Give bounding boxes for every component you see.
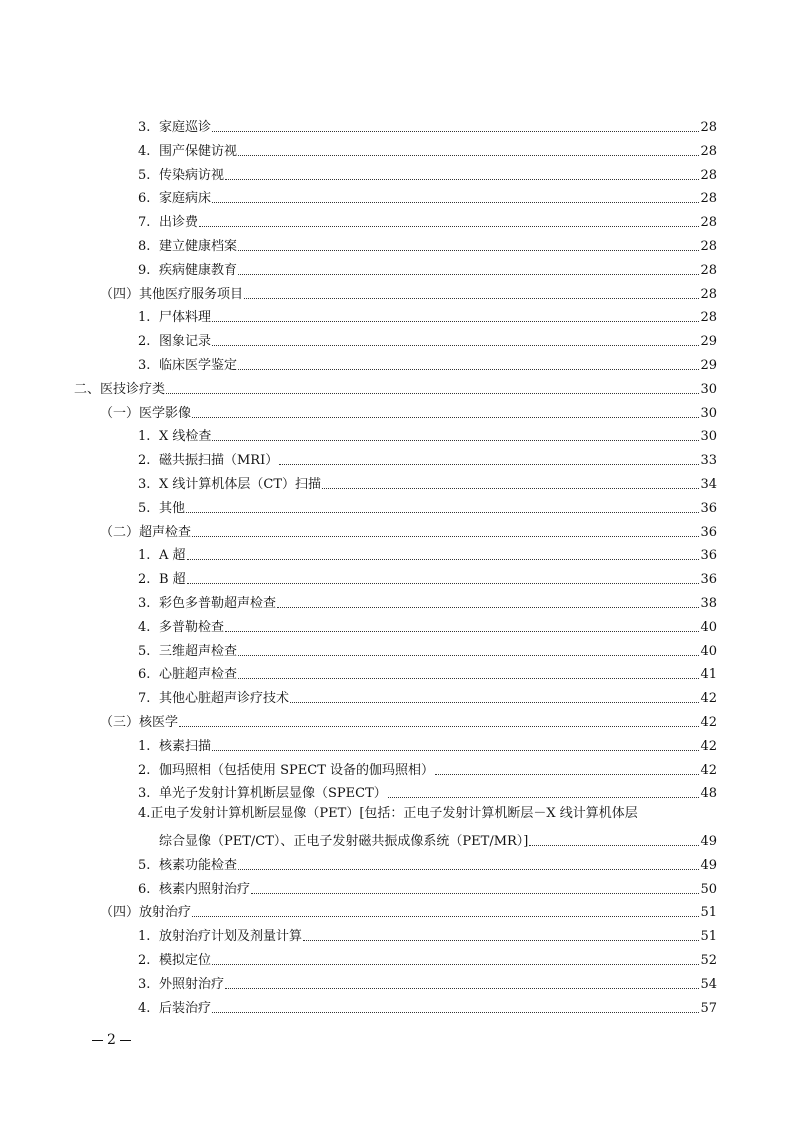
dot-leader [238,155,699,156]
toc-entry[interactable]: 2. 模拟定位 52 [138,953,717,968]
toc-entry-title: 其他 [159,500,186,516]
dot-leader [225,631,699,632]
toc-entry-title: B 超 [159,572,186,588]
toc-chapter-title: 二、医技诊疗类 [74,381,166,397]
toc-page-number: 49 [700,857,717,873]
toc-entry-title: 外照射治疗 [159,976,225,992]
toc-entry[interactable]: 7. 出诊费 28 [138,215,717,231]
toc-entry-title: 彩色多普勒超声检查 [159,596,277,611]
dot-leader [187,583,700,584]
toc-page-number: 30 [700,429,717,445]
dot-leader [435,774,699,775]
toc-entry[interactable]: 5. 其他 36 [138,500,717,516]
dot-leader [212,202,699,203]
toc-entry-title: 临床医学鉴定 [159,358,238,373]
toc-entry[interactable]: 3. 临床医学鉴定 29 [138,358,717,373]
page-number: 2 [107,1032,116,1048]
toc-page-number: 29 [700,358,717,373]
toc-page-number: 34 [700,477,717,492]
toc-entry-title: 核素扫描 [159,738,212,754]
toc-section[interactable] [100,400,717,422]
toc-entry[interactable]: 6. 家庭病床 28 [138,191,717,207]
toc-page-number: 42 [700,715,717,730]
toc-entry-title: 其他心脏超声诊疗技术 [159,691,290,707]
toc-page-number: 28 [700,191,717,207]
toc-entry-title: 家庭病床 [159,191,212,207]
toc-page-number: 52 [700,953,717,968]
footer-dash-left [92,1040,103,1041]
dot-leader [244,298,699,299]
toc-entry[interactable]: 7. 其他心脏超声诊疗技术 42 [138,691,717,707]
dot-leader [279,464,699,465]
dot-leader [212,964,699,965]
toc-page-number: 50 [700,881,717,897]
dot-leader [212,345,699,346]
toc-entry[interactable]: 9. 疾病健康教育 28 [138,262,717,278]
toc-page-number: 28 [700,310,717,326]
toc-entry-title: X 线检查 [159,429,212,445]
toc-page-number: 54 [700,976,717,992]
toc-entry-title: 疾病健康教育 [159,262,238,278]
toc-entry[interactable]: 1. 尸体料理 28 [138,310,717,326]
toc-page-number: 57 [700,1000,717,1016]
toc-page-number: 42 [700,738,717,754]
toc-page-number: 28 [700,143,717,159]
toc-section-title: （四）其他医疗服务项目 [100,286,244,302]
dot-leader [199,226,699,227]
dot-leader [277,607,699,608]
dot-leader [238,250,699,251]
toc-entry[interactable]: 3. 彩色多普勒超声检查 38 [138,596,717,611]
toc-page-number: 28 [700,239,717,254]
dot-leader [187,559,700,560]
toc-page-number: 28 [700,286,717,302]
toc-entry-title: 多普勒检查 [159,619,225,635]
toc-entry[interactable]: 3. X 线计算机体层（CT）扫描 34 [138,477,717,492]
toc-entry-title: 尸体料理 [159,310,212,326]
dot-leader [179,726,699,727]
toc-entry[interactable]: 4. 后装治疗 57 [138,1000,717,1016]
toc-page-number: 51 [700,929,717,945]
dot-leader [212,131,699,132]
dot-leader [238,869,699,870]
toc-entry-title: 后装治疗 [159,1000,212,1016]
toc-section[interactable] [100,899,717,921]
toc-section-title: （四）放射治疗 [100,905,192,921]
toc-entry-first-line[interactable]: 4.正电子发射计算机断层显像（PET）[包括：正电子发射计算机断层－X 线计算机体层 [138,806,638,821]
toc-entry-title: 围产保健访视 [159,143,238,159]
dot-leader [238,655,699,656]
toc-entry[interactable]: 3. 单光子发射计算机断层显像（SPECT） 48 [138,786,717,802]
dot-leader [238,274,699,275]
toc-page-number: 28 [700,215,717,231]
dot-leader [192,536,699,537]
toc-chapter[interactable] [74,376,717,398]
toc-entry[interactable]: 1. A 超 36 [138,548,717,564]
dot-leader [303,940,699,941]
toc-page-number: 30 [700,405,717,421]
toc-page-number: 51 [700,905,717,921]
dot-leader [166,393,699,394]
toc-entry[interactable]: 1. X 线检查 30 [138,429,717,445]
toc-entry-title: 图象记录 [159,334,212,350]
dot-leader [192,417,699,418]
toc-section-title: （三）核医学 [100,715,179,730]
toc-entry-title: 核素功能检查 [159,857,238,873]
dot-leader [225,988,699,989]
toc-page-number: 40 [700,643,717,659]
dot-leader [212,1012,699,1013]
dot-leader [186,512,699,513]
toc-page-number: 41 [700,667,717,683]
toc-entry-title: 心脏超声检查 [159,667,238,683]
toc-entry[interactable]: 2. 伽玛照相（包括使用 SPECT 设备的伽玛照相） 42 [138,762,717,778]
toc-entry[interactable] [159,828,717,850]
toc-entry-title: A 超 [159,548,186,564]
toc-entry[interactable]: 3. 外照射治疗 54 [138,976,717,992]
toc-entry-title-continuation: 综合显像（PET/CT）、正电子发射磁共振成像系统（PET/MR）] [159,834,529,849]
toc-entry[interactable]: 6. 核素内照射治疗 50 [138,881,717,897]
toc-page-number: 36 [700,500,717,516]
toc-entry-title: 单光子发射计算机断层显像（SPECT） [159,786,387,802]
dot-leader [212,440,699,441]
dot-leader [251,893,699,894]
toc-entry[interactable]: 3. 家庭巡诊 28 [138,120,717,135]
toc-entry[interactable]: 4. 多普勒检查 40 [138,619,717,635]
toc-entry[interactable]: 2. B 超 36 [138,572,717,588]
toc-entry[interactable]: 8. 建立健康档案 28 [138,239,717,254]
toc-entry[interactable]: 4. 围产保健访视 28 [138,143,717,159]
toc-page-number: 28 [700,120,717,135]
toc-entry-title: 正电子发射计算机断层显像（PET）[包括：正电子发射计算机断层－X 线计算机体层 [150,806,638,821]
toc-page-number: 30 [700,381,717,397]
toc-page-number: 36 [700,524,717,540]
toc-entry-title: 家庭巡诊 [159,120,212,135]
toc-entry-title: X 线计算机体层（CT）扫描 [159,477,322,492]
toc-page-number: 38 [700,596,717,611]
dot-leader [388,797,700,798]
toc-page-number: 49 [700,834,717,849]
toc-entry-title: 传染病访视 [159,167,225,183]
toc-entry-title: 放射治疗计划及剂量计算 [159,929,303,945]
toc-section-title: （二）超声检查 [100,524,192,540]
dot-leader [238,678,699,679]
toc-entry[interactable]: 2. 磁共振扫描（MRI） 33 [138,453,717,469]
toc-entry[interactable]: 5. 传染病访视 28 [138,167,717,183]
toc-entry[interactable]: 5. 三维超声检查 40 [138,643,717,659]
toc-entry[interactable]: 1. 核素扫描 42 [138,738,717,754]
toc-entry-title: 建立健康档案 [159,239,238,254]
toc-entry-title: 出诊费 [159,215,199,231]
toc-section[interactable] [100,281,717,303]
toc-page-number: 42 [700,691,717,707]
toc-page-number: 36 [700,548,717,564]
toc-section[interactable] [100,709,717,731]
dot-leader [225,179,699,180]
dot-leader [212,750,699,751]
dot-leader [212,321,699,322]
toc-entry-title: 伽玛照相（包括使用 SPECT 设备的伽玛照相） [159,762,435,778]
toc-entry[interactable]: 5. 核素功能检查 49 [138,857,717,873]
dot-leader [290,702,699,703]
toc-entry-title: 三维超声检查 [159,643,238,659]
toc-page-number: 29 [700,334,717,350]
toc-page-number: 48 [700,786,717,802]
toc-page-number: 40 [700,619,717,635]
toc-entry-title: 核素内照射治疗 [159,881,251,897]
toc-entry[interactable]: 1. 放射治疗计划及剂量计算 51 [138,929,717,945]
footer-dash-right [120,1040,131,1041]
toc-section[interactable] [100,519,717,541]
toc-page-number: 33 [700,453,717,469]
toc-page-number: 36 [700,572,717,588]
toc-page-number: 28 [700,262,717,278]
toc-entry[interactable]: 6. 心脏超声检查 41 [138,667,717,683]
dot-leader [322,488,699,489]
dot-leader [529,845,699,846]
toc-section-title: （一）医学影像 [100,405,192,421]
dot-leader [192,916,699,917]
toc-page-number: 42 [700,762,717,778]
toc-entry[interactable]: 2. 图象记录 29 [138,334,717,350]
toc-entry-title: 模拟定位 [159,953,212,968]
page-footer [88,1032,135,1048]
toc-entry-title: 磁共振扫描（MRI） [159,453,279,469]
toc-page-number: 28 [700,167,717,183]
dot-leader [238,369,699,370]
